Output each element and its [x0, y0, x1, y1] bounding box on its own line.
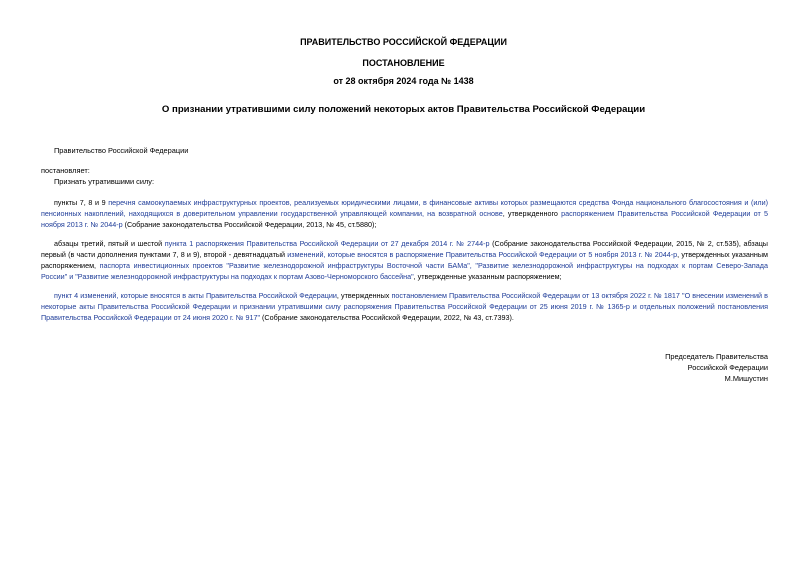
paragraph-2-text-3: , утвержденных указанным распоряжением, — [41, 250, 768, 270]
paragraph-1-text-2: , утвержденного — [502, 209, 562, 218]
document-type-heading: ПОСТАНОВЛЕНИЕ — [362, 58, 445, 68]
link-order-2044-r[interactable]: распоряжением Правительства Российской Федерации от 5 ноября 2013 г. № 2044-р — [41, 209, 768, 229]
link-infrastructure-projects-list[interactable]: перечня самоокупаемых инфраструктурных проектов, реализуемых юридическими лицами, в финансовые активы которых размещаются средства Фонда национального благосостояния и (или) пенсионных накоплений, находящихся в доверительном управлении государственной управляющей компании, на возвратной основе — [41, 198, 768, 218]
decrees-line: постановляет: — [41, 166, 90, 175]
link-amendments-item-4[interactable]: пункт 4 изменений, которые вносятся в акты Правительства Российской Федерации — [54, 291, 337, 300]
paragraph-2-text-4: , утвержденные указанным распоряжением; — [413, 272, 562, 281]
paragraph-3-text-2: (Собрание законодательства Российской Федерации, 2022, № 43, ст.7393). — [260, 313, 514, 322]
paragraph-1-text-1: пункты 7, 8 и 9 — [54, 198, 109, 207]
link-decree-1817[interactable]: постановлением Правительства Российской Федерации от 13 октября 2022 г. № 1817 "О внесении изменений в некоторые акты Правительства Российской Федерации и признании утратившими силу распоряжения Правительства Российской Федерации от 25 июня 2019 г. № 1365-р и отдельных положений постановления Правительства Российской Федерации от 24 июня 2020 г. № 917" — [41, 291, 768, 322]
paragraph-2-text-1: абзацы третий, пятый и шестой — [54, 239, 165, 248]
recognize-line: Признать утратившими силу: — [54, 177, 155, 186]
paragraph-3-text-1: , утвержденных — [336, 291, 392, 300]
date-number-heading: от 28 октября 2024 года № 1438 — [333, 76, 474, 86]
paragraph-3 — [41, 290, 768, 323]
link-amendments-2044-r[interactable]: изменений, которые вносятся в распоряжение Правительства Российской Федерации от 5 ноября 2013 г. № 2044-р — [287, 250, 678, 259]
government-line: Правительство Российской Федерации — [54, 146, 189, 155]
government-heading: ПРАВИТЕЛЬСТВО РОССИЙСКОЙ ФЕДЕРАЦИИ — [300, 37, 507, 47]
link-order-2744-r[interactable]: пункта 1 распоряжения Правительства Российской Федерации от 27 декабря 2014 г. № 2744-р — [164, 239, 490, 248]
paragraph-1 — [41, 197, 768, 230]
signature-position-line-2: Российской Федерации — [687, 363, 768, 372]
signature-name: М.Мишустин — [724, 374, 768, 383]
paragraph-1-text-3: (Собрание законодательства Российской Федерации, 2013, № 45, ст.5880); — [122, 220, 377, 229]
paragraph-2 — [41, 238, 768, 282]
paragraph-2-text-2: (Собрание законодательства Российской Федерации, 2015, № 2, ст.535), абзацы первый (в части дополнения пунктами 7, 8 и 9), второй - девятнадцатый — [41, 239, 768, 259]
document-title: О признании утратившими силу положений некоторых актов Правительства Российской Федерации — [161, 104, 646, 115]
signature-position-line-1: Председатель Правительства — [665, 352, 768, 361]
link-investment-projects-passport[interactable]: паспорта инвестиционных проектов "Развитие железнодорожной инфраструктуры Восточной части БАМа", "Развитие железнодорожной инфраструктуры на подходах к портам Северо-Запада России" и "Развитие железнодорожной инфраструктуры на подходах к портам Азово-Черноморского бассейна" — [41, 261, 768, 281]
